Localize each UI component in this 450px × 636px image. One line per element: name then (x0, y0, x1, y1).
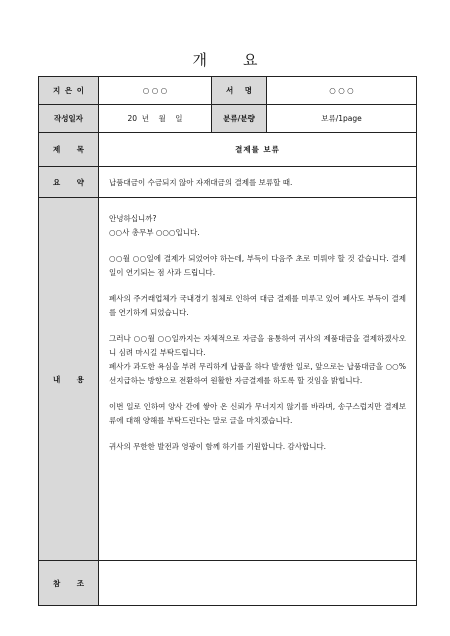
summary-label: 요 약 (39, 167, 99, 198)
greeting-line-1: 안녕하십니까? (109, 214, 157, 223)
reference-value[interactable] (99, 561, 417, 606)
reference-label: 참 조 (39, 561, 99, 606)
summary-value[interactable]: 납품대금이 수금되지 않아 자재대금의 결제를 보류할 때. (99, 167, 417, 198)
subject-label: 제 목 (39, 133, 99, 167)
title-char-2: 요 (243, 51, 258, 69)
paragraph-5: 귀사의 무한한 발전과 영광이 함께 하기를 기원합니다. 감사합니다. (109, 442, 327, 451)
content-label: 내 용 (39, 198, 99, 561)
sender-label: 지 은 이 (39, 77, 99, 105)
sender-value[interactable]: ○ ○ ○ (99, 77, 212, 105)
subject-value[interactable]: 결제를 보류 (99, 133, 417, 167)
paragraph-3b: 폐사가 과도한 욕심을 부려 무리하게 납품을 하다 발생한 일로, 앞으로는 납품대금을 ○○% 선지급하는 방향으로 전환하여 원활한 자금결제를 하도록 할 것임을 밝힙니다. (109, 362, 406, 385)
category-value[interactable]: 보류/1page (267, 105, 417, 133)
title-char-1: 개 (192, 51, 207, 69)
content-body[interactable] (99, 198, 417, 561)
sign-label: 서 명 (212, 77, 267, 105)
date-label: 작성일자 (39, 105, 99, 133)
summary-form (38, 76, 417, 606)
paragraph-4: 이번 일로 인하여 양사 간에 쌓아 온 신뢰가 무너지지 않기를 바라며, 송구스럽지만 결제보류에 대해 양해를 부탁드린다는 말로 글을 마치겠습니다. (109, 402, 406, 425)
date-value[interactable]: 20 년 월 일 (99, 105, 212, 133)
document-title (0, 49, 450, 70)
paragraph-1: ○○월 ○○일에 결제가 되었어야 하는데, 부득이 다음주 초로 미뤄야 할 것 같습니다. 결제일이 연기되는 점 사과 드립니다. (109, 254, 406, 277)
category-label: 분류/분량 (212, 105, 267, 133)
paragraph-3a: 그러나 ○○월 ○○일까지는 자체적으로 자금을 융통하여 귀사의 제품대금을 결제하겠사오니 심려 마시길 부탁드립니다. (109, 334, 406, 357)
greeting-line-2: ○○사 총무부 ○○○입니다. (109, 228, 200, 237)
sign-value[interactable]: ○ ○ ○ (267, 77, 417, 105)
paragraph-2: 폐사의 주거래업체가 국내경기 침체로 인하여 대금 결제를 미루고 있어 폐사도 부득이 결제를 연기하게 되었습니다. (109, 294, 406, 317)
